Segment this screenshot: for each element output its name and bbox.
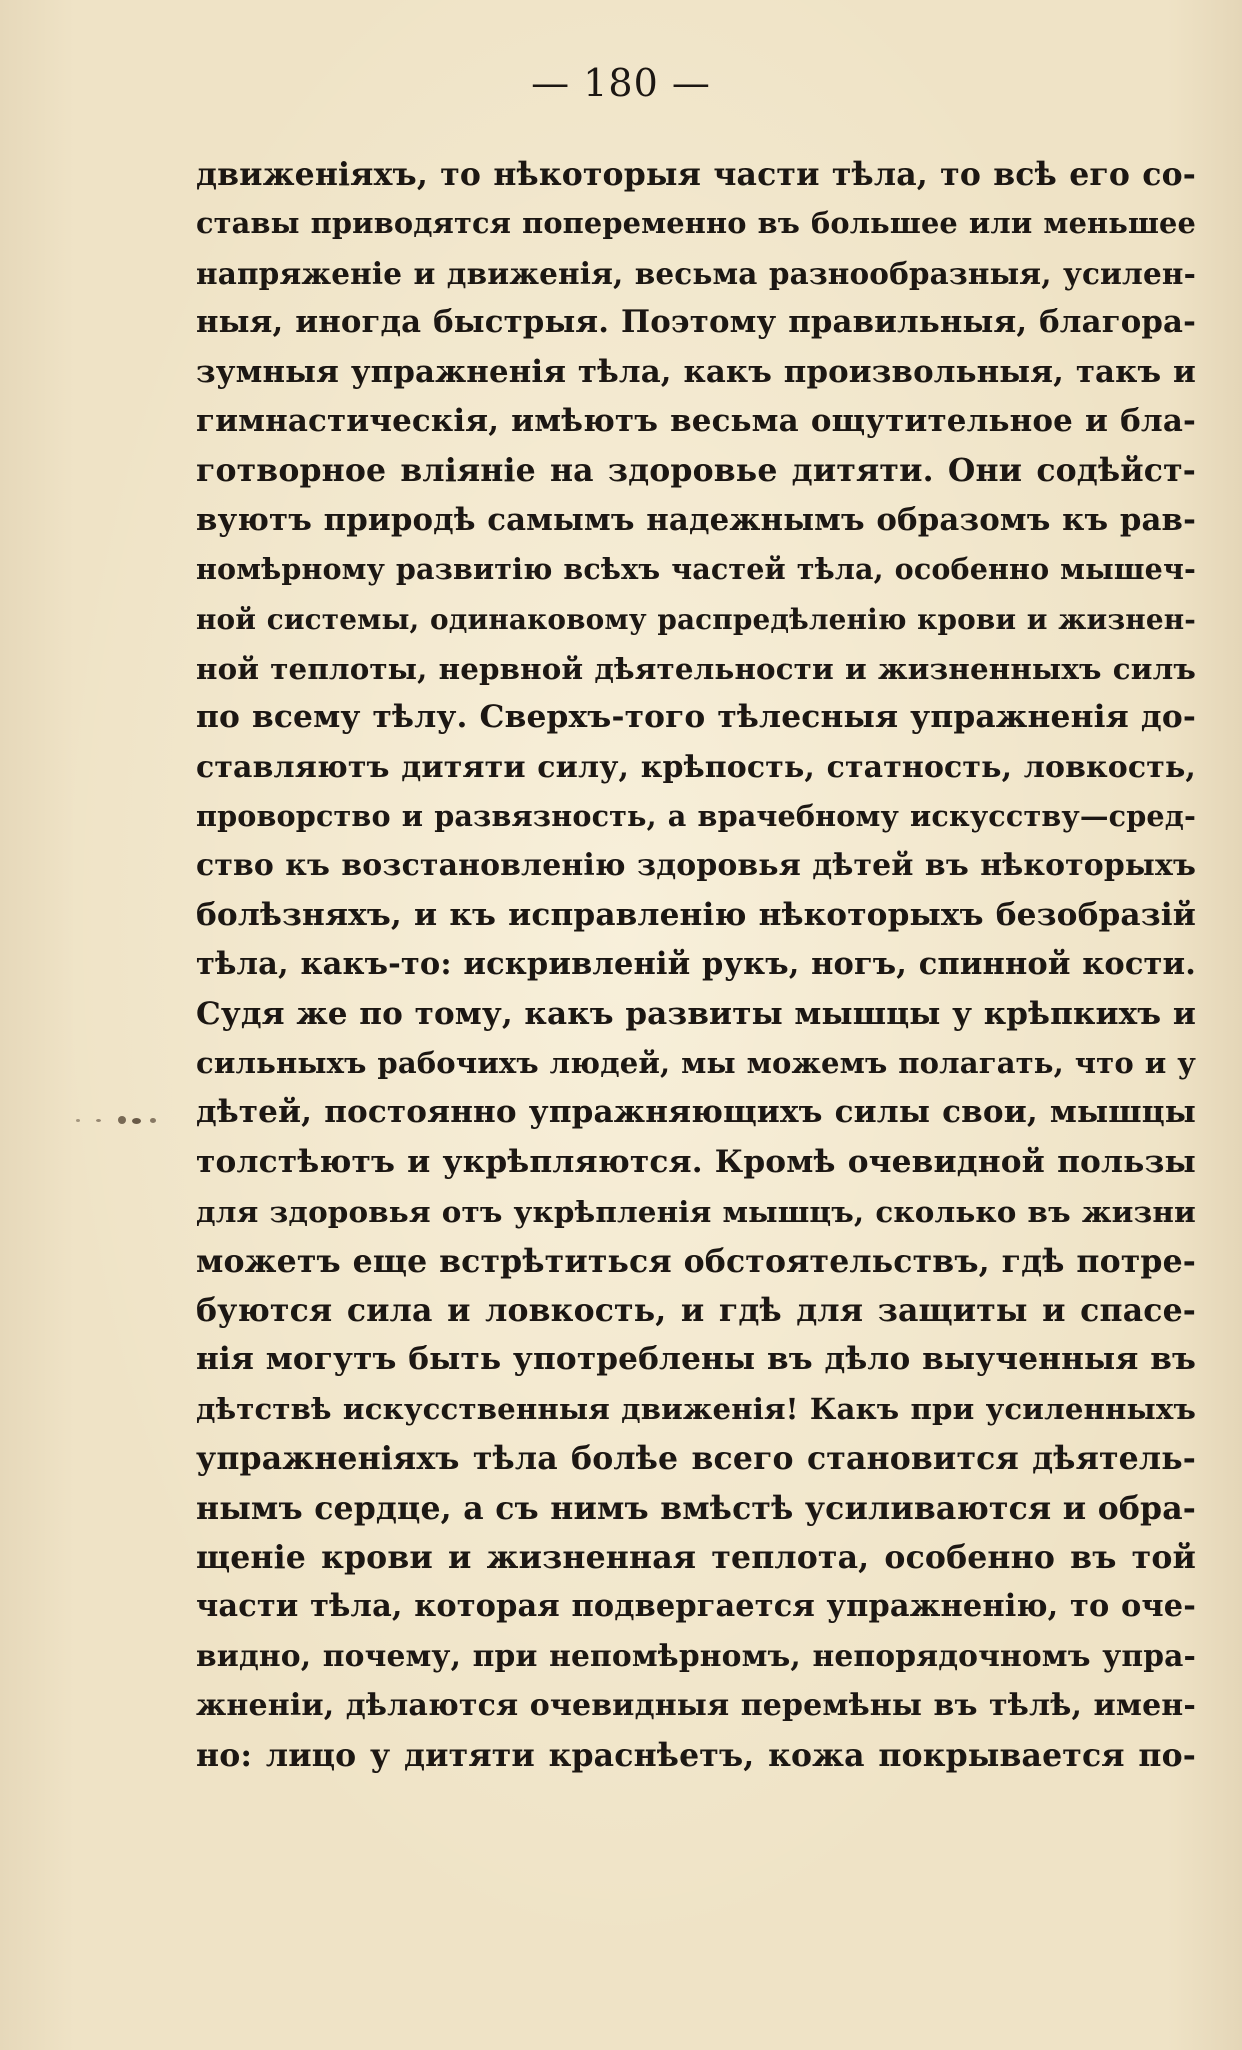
text-line: нымъ сердце, а съ нимъ вмѣстѣ усиливаются и обра- (196, 1489, 1196, 1527)
margin-ink-mark (66, 1110, 186, 1130)
text-line: зумныя упражненiя тѣла, какъ произвольныя, такъ и (196, 353, 1196, 390)
text-line: номѣрному развитiю всѣхъ частей тѣла, особенно мышеч- (196, 552, 1196, 587)
text-line: для здоровья отъ укрѣпленiя мышцъ, сколько въ жизни (196, 1194, 1196, 1230)
text-line: по всему тѣлу. Сверхъ-того тѣлесныя упражненiя до- (196, 699, 1196, 736)
text-line: ной системы, одинаковому распредѣленiю крови и жизнен- (196, 602, 1196, 636)
page-number: — 180 — (531, 61, 711, 105)
text-line: движенiяхъ, то нѣкоторыя части тѣла, то всѣ его со- (196, 156, 1196, 193)
text-line: ставы приводятся попеременно въ большее или меньшее (196, 206, 1196, 241)
text-line: ной теплоты, нервной дѣятельности и жизненныхъ силъ (196, 650, 1196, 686)
text-line: напряженiе и движенiя, весьма разнообразныя, усилен- (196, 255, 1196, 291)
text-line: упражненiяхъ тѣла болѣе всего становится дѣятель- (196, 1440, 1196, 1478)
text-line: ставляютъ дитяти силу, крѣпость, статность, ловкость, (196, 749, 1196, 785)
text-line: ство къ возстановленiю здоровья дѣтей въ нѣкоторыхъ (196, 848, 1196, 884)
text-line: проворство и развязность, а врачебному искусству—сред- (196, 799, 1196, 834)
text-line: нiя могутъ быть употреблены въ дѣло выученныя въ (196, 1341, 1196, 1378)
text-line: готворное влiянiе на здоровье дитяти. Они содѣйст- (196, 452, 1196, 490)
text-line: гимнастическiя, имѣютъ весьма ощутительное и бла- (196, 402, 1196, 439)
text-line: буются сила и ловкость, и гдѣ для защиты и спасе- (196, 1291, 1196, 1329)
text-line: дѣтствѣ искусственныя движенiя! Какъ при усиленныхъ (196, 1391, 1196, 1426)
text-line: щенiе крови и жизненная теплота, особенно въ той (196, 1538, 1196, 1576)
text-line: сильныхъ рабочихъ людей, мы можемъ полагать, что и у (196, 1046, 1196, 1081)
text-line: части тѣла, которая подвергается упражненiю, то оче- (196, 1588, 1196, 1625)
text-line: жненiи, дѣлаются очевидныя перемѣны въ тѣлѣ, имен- (196, 1688, 1196, 1724)
text-line: болѣзняхъ, и къ исправленiю нѣкоторыхъ безобразiй (196, 896, 1196, 933)
text-line: ныя, иногда быстрыя. Поэтому правильныя, благора- (196, 304, 1196, 341)
text-line: вуютъ природѣ самымъ надежнымъ образомъ къ рав- (196, 501, 1196, 538)
body-text (196, 150, 1196, 1780)
text-line: но: лицо у дитяти краснѣетъ, кожа покрывается по- (196, 1736, 1196, 1774)
text-line: тѣла, какъ-то: искривленiй рукъ, ногъ, спинной кости. (196, 946, 1196, 983)
text-line: видно, почему, при непомѣрномъ, непорядочномъ упра- (196, 1638, 1196, 1674)
text-line: можетъ еще встрѣтиться обстоятельствъ, гдѣ потре- (196, 1242, 1196, 1280)
text-line: Судя же по тому, какъ развиты мышцы у крѣпкихъ и (196, 995, 1196, 1032)
text-line: толстѣютъ и укрѣпляются. Кромѣ очевидной пользы (196, 1143, 1196, 1180)
text-line: дѣтей, постоянно упражняющихъ силы свои, мышцы (196, 1094, 1196, 1131)
